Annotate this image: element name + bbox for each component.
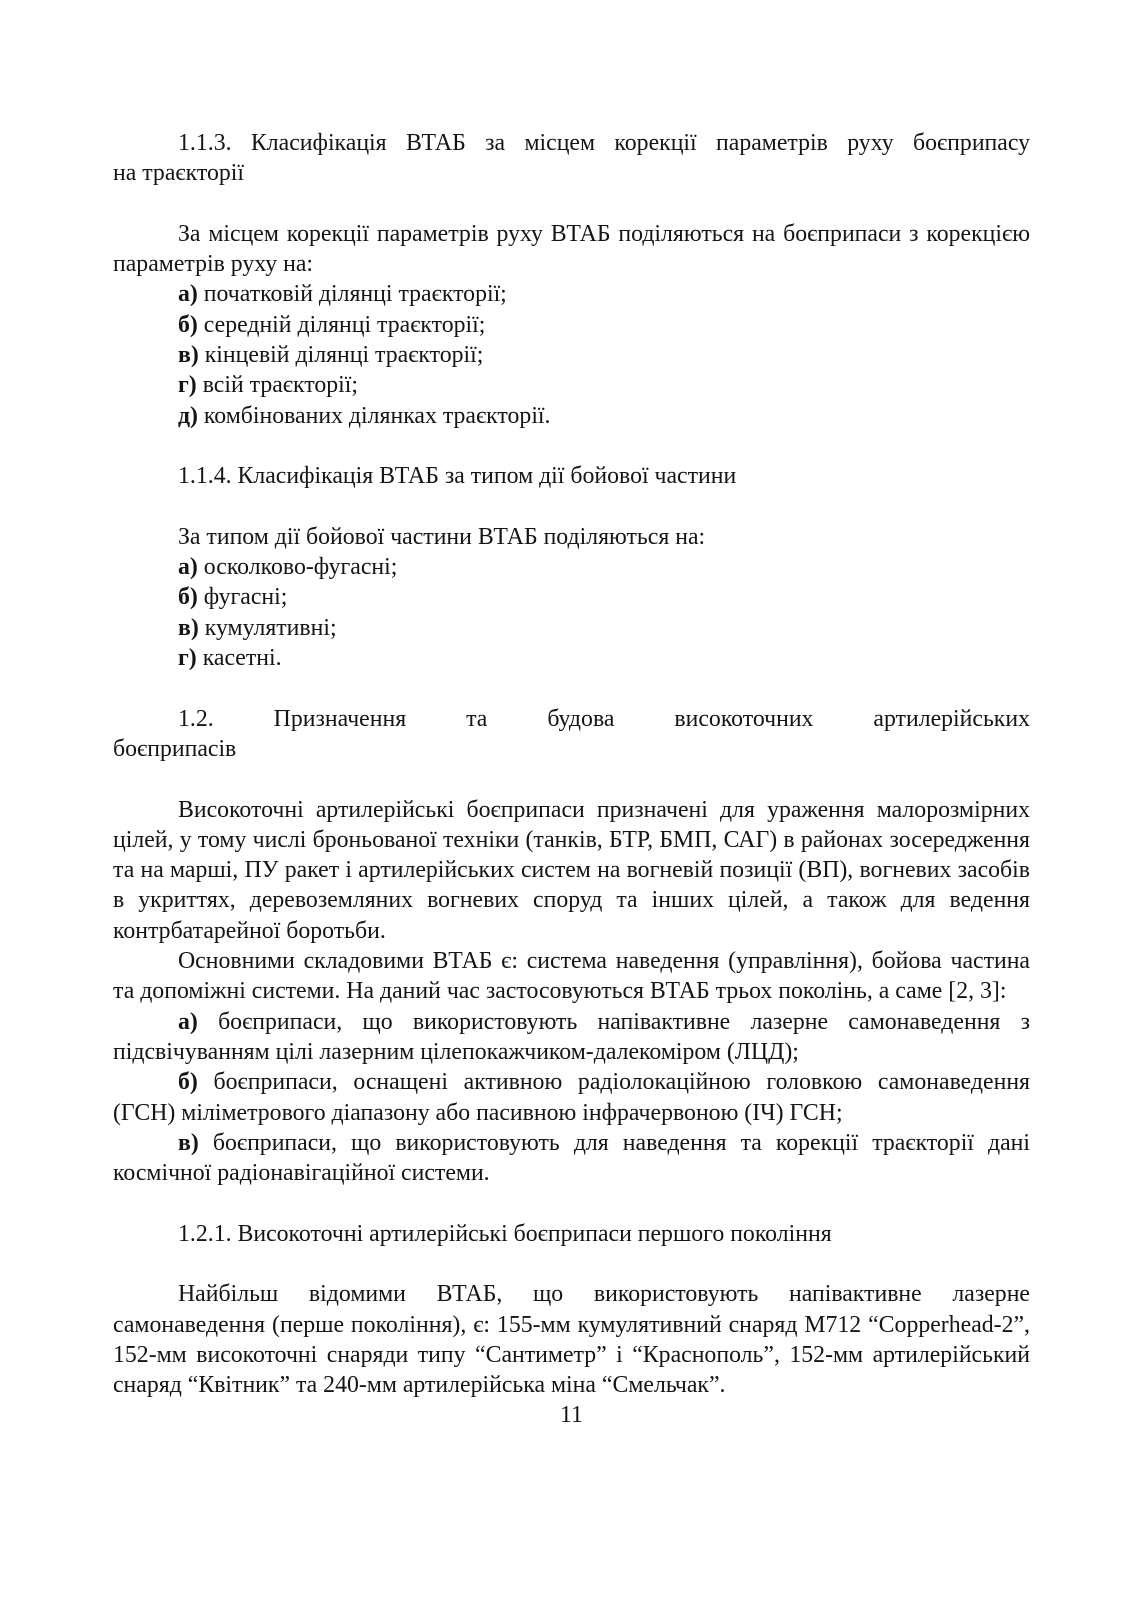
paragraph-intro: За типом дії бойової частини ВТАБ поділяються на: bbox=[178, 523, 706, 550]
list-item-text: початковій ділянці траєкторії; bbox=[203, 281, 507, 308]
section-1-1-3 bbox=[113, 128, 1030, 431]
list-item bbox=[113, 1128, 1030, 1189]
list-item-text: осколково-фугасні; bbox=[203, 554, 398, 581]
heading-line: 1.2. Призначення та будова високоточних артилерійських bbox=[178, 705, 1030, 732]
section-1-2-1-heading: 1.2.1. Високоточні артилерійські боєприпаси першого покоління bbox=[178, 1220, 832, 1247]
paragraph: Основними складовими ВТАБ є: система наведення (управління), бойова частина та допоміжні системи. На даний час застосовуються ВТАБ трьох поколінь, а саме [2, 3]: bbox=[113, 948, 1030, 1005]
list-item-text: боєприпаси, оснащені активною радіолокаційною головкою самонаведення (ГСН) міліметрового діапазону або пасивною інфрачервоною (ІЧ) ГСН; bbox=[113, 1069, 1030, 1126]
list-item-text: боєприпаси, що використовують для наведення та корекції траєкторії дані космічної радіонавігаційної системи. bbox=[113, 1129, 1030, 1187]
heading-line: боєприпасів bbox=[113, 735, 237, 762]
list-item-marker: г) bbox=[178, 372, 197, 399]
paragraph: Найбільш відомими ВТАБ, що використовують напівактивне лазерне самонаведення (перше покоління), є: 155-мм кумулятивний снаряд М712 “Copperhead-2”, 152-мм високоточні снаряди типу “Сантиметр” і “Краснополь”, 152-мм артилерійський снаряд “Квітник” та 240-мм артилерійська міна “Смельчак”. bbox=[113, 1281, 1030, 1399]
list-item bbox=[113, 1007, 1030, 1068]
list-item-text: кумулятивні; bbox=[204, 614, 337, 641]
list-item bbox=[113, 370, 1030, 400]
paragraph: Високоточні артилерійські боєприпаси призначені для ураження малорозмірних цілей, у тому числі броньованої техніки (танків, БТР, БМП, САГ) в районах зосередження та на марші, ПУ ракет і артилерійських систем на вогневій позиції (ВП), вогневих засобів в укриттях, деревоземляних вогневих споруд та інших цілей, а також для ведення контрбатарейної боротьби. bbox=[113, 796, 1030, 944]
list-item-marker: б) bbox=[178, 1069, 198, 1096]
list-item bbox=[113, 310, 1030, 340]
heading-line: 1.1.3. Класифікація ВТАБ за місцем корекції параметрів руху боєприпасу bbox=[178, 130, 1030, 156]
list-item-text: боєприпаси, що використовують напівактивне лазерне самонаведення з підсвічуванням цілі лазерним цілепокажчиком-далекоміром (ЛЦД); bbox=[113, 1008, 1030, 1065]
section-1-1-4-heading: 1.1.4. Класифікація ВТАБ за типом дії бойової частини bbox=[178, 463, 737, 490]
list-item-marker: а) bbox=[178, 1008, 198, 1035]
section-1-2-heading bbox=[113, 704, 1030, 765]
paragraph-intro: За місцем корекції параметрів руху ВТАБ поділяються на боєприпаси з корекцією параметрів руху на: bbox=[113, 220, 1030, 278]
section-1-1-4 bbox=[113, 461, 1030, 673]
list-item-text: фугасні; bbox=[203, 584, 288, 611]
list-item-text: кінцевій ділянці траєкторії; bbox=[204, 342, 484, 369]
list-item-text: всій траєкторії; bbox=[202, 372, 358, 399]
list-item bbox=[113, 613, 1030, 643]
list-item-marker: а) bbox=[178, 554, 198, 581]
page-number: 11 bbox=[560, 1402, 583, 1429]
list-item-text: касетні. bbox=[202, 645, 282, 672]
list-item bbox=[113, 582, 1030, 612]
list-item-marker: г) bbox=[178, 645, 197, 672]
section-1-2-1 bbox=[113, 1219, 1030, 1401]
section-1-2 bbox=[113, 704, 1030, 1189]
list-item bbox=[113, 643, 1030, 673]
list-item-text: середній ділянці траєкторії; bbox=[203, 311, 486, 338]
list-item bbox=[113, 279, 1030, 309]
list-item bbox=[113, 340, 1030, 370]
list-item-marker: в) bbox=[178, 342, 199, 369]
list-item-marker: в) bbox=[178, 614, 199, 641]
list-item-marker: а) bbox=[178, 281, 198, 308]
list-item-marker: б) bbox=[178, 311, 198, 338]
list-item-text: комбінованих ділянках траєкторії. bbox=[203, 402, 551, 429]
list-item-marker: в) bbox=[178, 1129, 199, 1156]
heading-line: на траєкторії bbox=[113, 160, 244, 187]
list-item-marker: д) bbox=[178, 402, 198, 429]
list-item bbox=[113, 552, 1030, 582]
section-1-1-3-heading bbox=[113, 128, 1030, 189]
list-item-marker: б) bbox=[178, 584, 198, 611]
list-item bbox=[113, 1067, 1030, 1128]
list-item bbox=[113, 401, 1030, 431]
